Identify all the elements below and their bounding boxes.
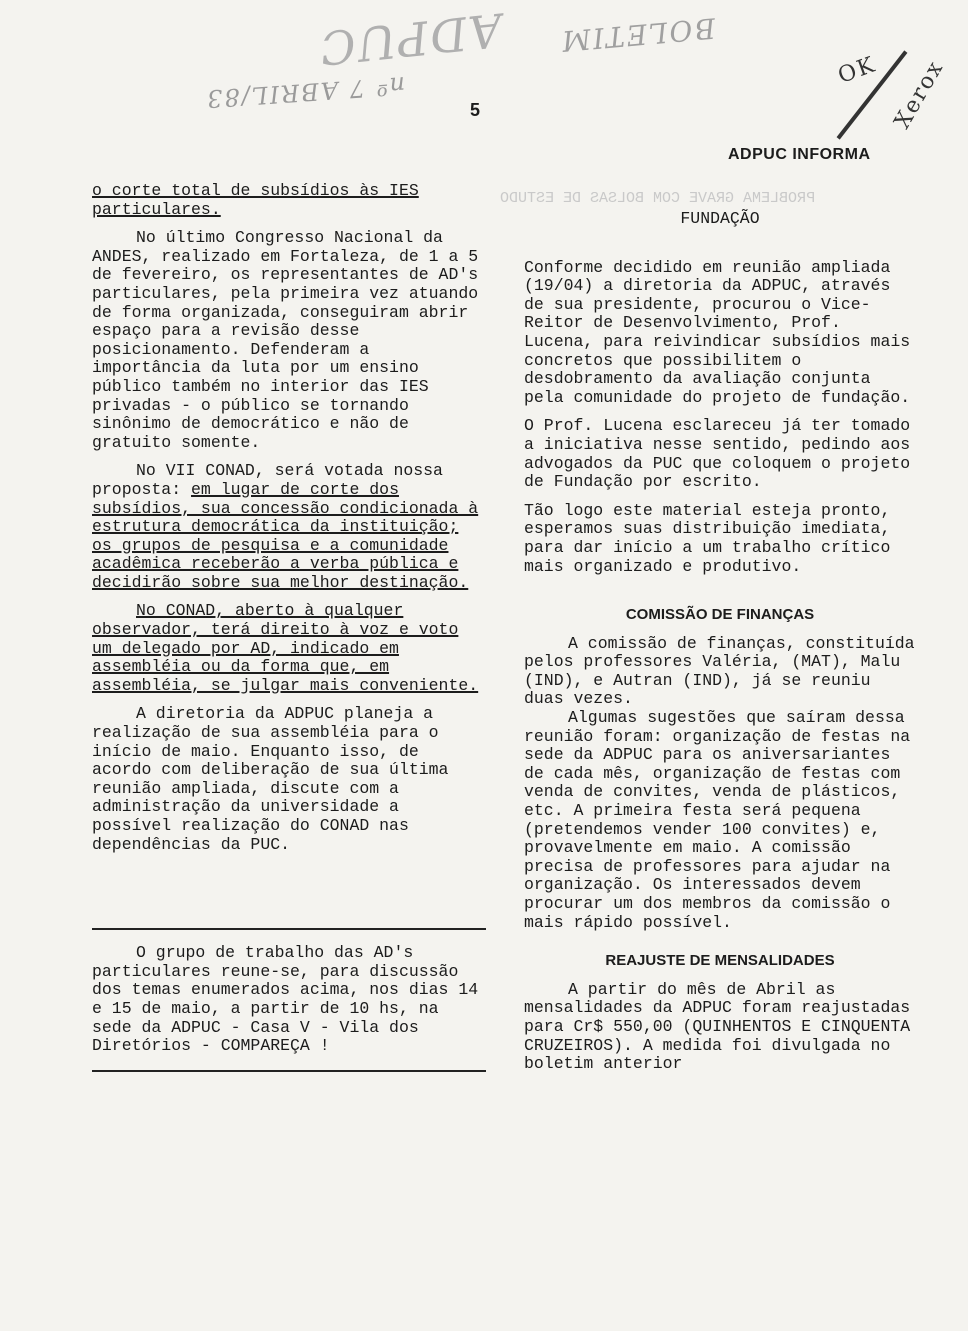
- handwritten-xerox: Xerox: [889, 55, 949, 134]
- paragraph-fundacao-2: O Prof. Lucena esclareceu já ter tomado a iniciativa nesse sentido, pedindo aos advogados da PUC que coloquem o projeto de Fundação por escrito.: [524, 416, 911, 492]
- page-number: 5: [470, 100, 481, 120]
- opening-line: o corte total de subsídios às IES: [92, 181, 419, 200]
- handwritten-ok: OK: [834, 52, 880, 89]
- bleed-through-text: PROBLEMA GRAVE COM BOLSAS DE ESTUDO: [500, 190, 816, 207]
- opening-line-2: particulares.: [92, 199, 221, 219]
- paragraph-conad-proposal: [92, 462, 486, 592]
- section-title-reajuste: REAJUSTE DE MENSALIDADES: [605, 952, 835, 970]
- notice-working-group: O grupo de trabalho das AD's particulares reune-se, para discussão dos temas enumerados acima, nos dias 14 e 15 de maio, a partir de 10 hs, na sede da ADPUC - Casa V - Vila dos Diretórios - COMPAREÇA !: [92, 943, 479, 1056]
- right-column: [524, 210, 916, 1074]
- proposal-lead: No VII CONAD, será votada nossa proposta:: [92, 461, 443, 499]
- paragraph-fundacao-1: Conforme decidido em reunião ampliada (19/04) a diretoria da ADPUC, através de sua presidente, procurou o Vice-Reitor de Desenvolvimento, Prof. Lucena, para reivindicar subsídios mais concretos que possibilitem o desdobramento da avaliação conjunta pela comunidade do projeto de fundação.: [524, 257, 911, 407]
- paragraph-fundacao-3: Tão logo este material esteja pronto, esperamos suas distribuição imediata, para dar início a um trabalho crítico mais organizado e produtivo.: [524, 500, 891, 576]
- paragraph-conad-delegate: No CONAD, aberto à qualquer observador, terá direito à voz e voto um delegado por AD, indicado em assembléia ou da forma que, em assembléia, se julgar mais conveniente.: [92, 601, 479, 695]
- section-title-fundacao: FUNDAÇÃO: [680, 209, 760, 228]
- paragraph-financas-2: Algumas sugestões que saíram dessa reunião foram: organização de festas na sede da ADPUC para os aniversariantes de cada mês, organização de festas com venda de convites, venda de plásticos, etc. A primeira festa será pequena (pretendemos vender 100 convites) e, provavelmente em maio. A comissão precisa de professores para ajudar na organização. Os interessados devem procurar um dos membros da comissão o mais rápido possível.: [524, 708, 911, 932]
- section-title-financas: COMISSÃO DE FINANÇAS: [625, 606, 815, 624]
- masthead: ADPUC INFORMA: [728, 146, 871, 163]
- handwritten-boletim: BOLETIM: [558, 11, 717, 58]
- divider-bottom: [92, 1070, 486, 1072]
- left-column: [92, 182, 486, 1086]
- handwritten-issue-date: nº 7 ABRIL/83: [204, 71, 407, 113]
- divider-top: [92, 928, 486, 930]
- proposal-underlined: em lugar de corte dos subsídios, sua concessão condicionada à estrutura democrática da instituição; os grupos de pesquisa e a comunidade acadêmica receberão a verba pública e decidirão sobre sua melhor destinação.: [92, 479, 479, 592]
- paragraph-assembly: A diretoria da ADPUC planeja a realização de sua assembléia para o início de maio. Enquanto isso, de acordo com deliberação de sua última reunião ampliada, discute com a administração da universidade a possível realização do CONAD nas dependências da PUC.: [92, 704, 449, 854]
- paragraph-reajuste: A partir do mês de Abril as mensalidades da ADPUC foram reajustadas para Cr$ 550,00 (QUINHENTOS E CINQUENTA CRUZEIROS). A medida foi divulgada no boletim anterior: [524, 979, 911, 1074]
- handwritten-adpuc: ADPUC: [315, 2, 505, 76]
- paragraph-financas-1: A comissão de finanças, constituída pelos professores Valéria, (MAT), Malu (IND), e Autran (IND), já se reuniu duas vezes.: [524, 633, 915, 709]
- paragraph-andes: No último Congresso Nacional da ANDES, realizado em Fortaleza, de 1 a 5 de fevereiro, os representantes de AD's particulares, pela primeira vez atuando de forma organizada, conseguiram abrir espaço para a revisão desse posicionamento. Defenderam a importância da luta por um ensino público também no interior das IES privadas - o público se tornando sinônimo de democrático e não de gratuito somente.: [92, 228, 479, 452]
